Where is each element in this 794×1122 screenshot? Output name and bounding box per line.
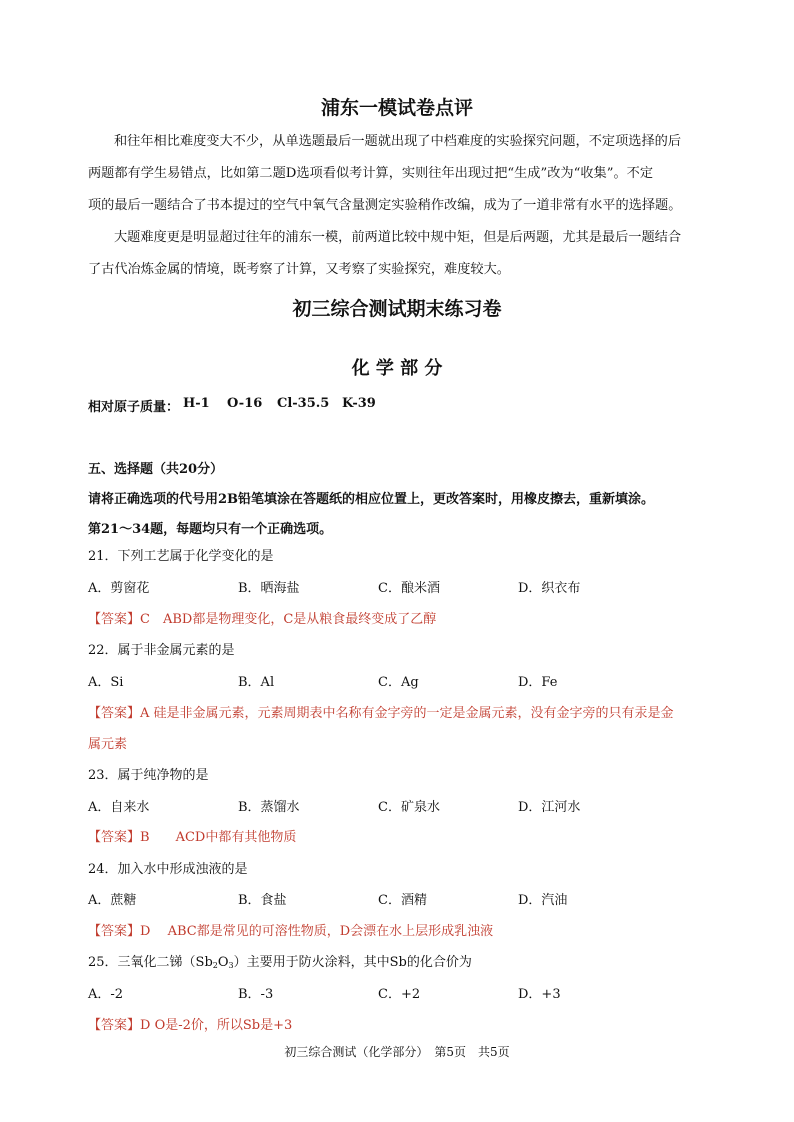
- question-25-answer: [88, 1014, 292, 1033]
- question-23-answer: [88, 826, 296, 845]
- stem-part: ）主要用于防火涂料，其中Sb的化合价为: [233, 955, 472, 970]
- stem-part: O: [217, 955, 229, 970]
- answer-tag: 【答案】: [88, 924, 141, 939]
- question-25-option-c: C．+2: [378, 987, 421, 1002]
- question-24-option-c: C．酒精: [378, 893, 427, 908]
- question-24-option-d: D．汽油: [518, 893, 568, 908]
- review-paragraph-1-line-2: 两题都有学生易错点，比如第二题D选项看似考计算，实则往年出现过把“生成”改为“收集”。不定: [88, 166, 654, 181]
- subscript-3: 3: [228, 961, 234, 970]
- question-21-stem: 21．下列工艺属于化学变化的是: [88, 549, 274, 564]
- question-21-option-b: B．晒海盐: [238, 581, 300, 596]
- atomic-mass-cl: Cl-35.5: [277, 396, 330, 411]
- atomic-mass-k: K-39: [342, 396, 376, 411]
- question-22-stem: 22．属于非金属元素的是: [88, 643, 235, 658]
- question-25-option-d: D．+3: [518, 987, 561, 1002]
- atomic-mass-o: O-16: [227, 396, 263, 411]
- atomic-mass-h: H-1: [183, 396, 210, 411]
- atomic-mass-label: 相对原子质量：: [88, 400, 180, 415]
- review-paragraph-1-line-1: 和往年相比难度变大不少，从单选题最后一题就出现了中档难度的实验探究问题，不定项选择的后: [114, 134, 682, 149]
- answer-text: C ABD都是物理变化，C是从粮食最终变成了乙醇: [140, 612, 437, 627]
- review-paragraph-2-line-1: 大题难度更是明显超过往年的浦东一模，前两道比较中规中矩，但是后两题，尤其是最后一题结合: [114, 230, 682, 245]
- answer-text: B ACD中都有其他物质: [140, 830, 297, 845]
- question-22-option-d: D．Fe: [518, 675, 558, 690]
- review-paragraph-2-line-2: 了古代冶炼金属的情境，既考察了计算，又考察了实验探究，难度较大。: [88, 262, 510, 277]
- answer-tag: 【答案】: [88, 830, 141, 845]
- question-23-stem: 23．属于纯净物的是: [88, 768, 209, 783]
- exam-subtitle: 化 学 部 分: [351, 358, 443, 379]
- answer-text: A 硅是非金属元素，元素周期表中名称有金字旁的一定是金属元素，没有金字旁的只有汞是金: [140, 706, 674, 721]
- question-23-option-d: D．江河水: [518, 800, 581, 815]
- answer-tag: 【答案】: [88, 1018, 141, 1033]
- question-25-option-b: B．-3: [238, 987, 274, 1002]
- question-24-answer: [88, 920, 493, 939]
- question-24-option-b: B．食盐: [238, 893, 287, 908]
- question-24-stem: 24．加入水中形成浊液的是: [88, 862, 248, 877]
- question-22-option-a: A．Si: [88, 675, 124, 690]
- question-21-option-d: D．织衣布: [518, 581, 581, 596]
- question-22-option-b: B．Al: [238, 675, 275, 690]
- answer-tag: 【答案】: [88, 706, 141, 721]
- exam-title: 初三综合测试期末练习卷: [292, 298, 502, 320]
- question-25-stem: [88, 951, 472, 970]
- stem-part: 25．三氧化二锑（Sb: [88, 955, 213, 970]
- question-22-option-c: C．Ag: [378, 675, 419, 690]
- question-21-option-a: A．剪窗花: [88, 581, 150, 596]
- answer-tag: 【答案】: [88, 612, 141, 627]
- question-23-option-c: C．矿泉水: [378, 800, 440, 815]
- page-footer: 初三综合测试（化学部分） 第5页 共5页: [284, 1045, 510, 1059]
- section-range: 第21～34题，每题均只有一个正确选项。: [88, 522, 333, 537]
- question-23-option-b: B．蒸馏水: [238, 800, 300, 815]
- question-22-answer-line-2: 属元素: [88, 737, 128, 752]
- question-21-option-c: C．酿米酒: [378, 581, 440, 596]
- question-21-answer: [88, 608, 436, 627]
- question-23-option-a: A．自来水: [88, 800, 150, 815]
- answer-text: D ABC都是常见的可溶性物质，D会漂在水上层形成乳浊液: [140, 924, 494, 939]
- question-24-option-a: A．蔗糖: [88, 893, 137, 908]
- review-paragraph-1-line-3: 项的最后一题结合了书本提过的空气中氧气含量测定实验稍作改编，成为了一道非常有水平的选择题。: [88, 198, 682, 213]
- question-22-answer: [88, 702, 674, 721]
- section-heading: 五、选择题（共20分）: [88, 462, 224, 477]
- question-25-option-a: A．-2: [88, 987, 124, 1002]
- answer-text: D O是-2价，所以Sb是+3: [140, 1018, 293, 1033]
- section-instruction: 请将正确选项的代号用2B铅笔填涂在答题纸的相应位置上，更改答案时，用橡皮擦去，重新填涂。: [88, 492, 655, 507]
- review-title: 浦东一模试卷点评: [320, 97, 473, 119]
- subscript-2: 2: [212, 961, 218, 970]
